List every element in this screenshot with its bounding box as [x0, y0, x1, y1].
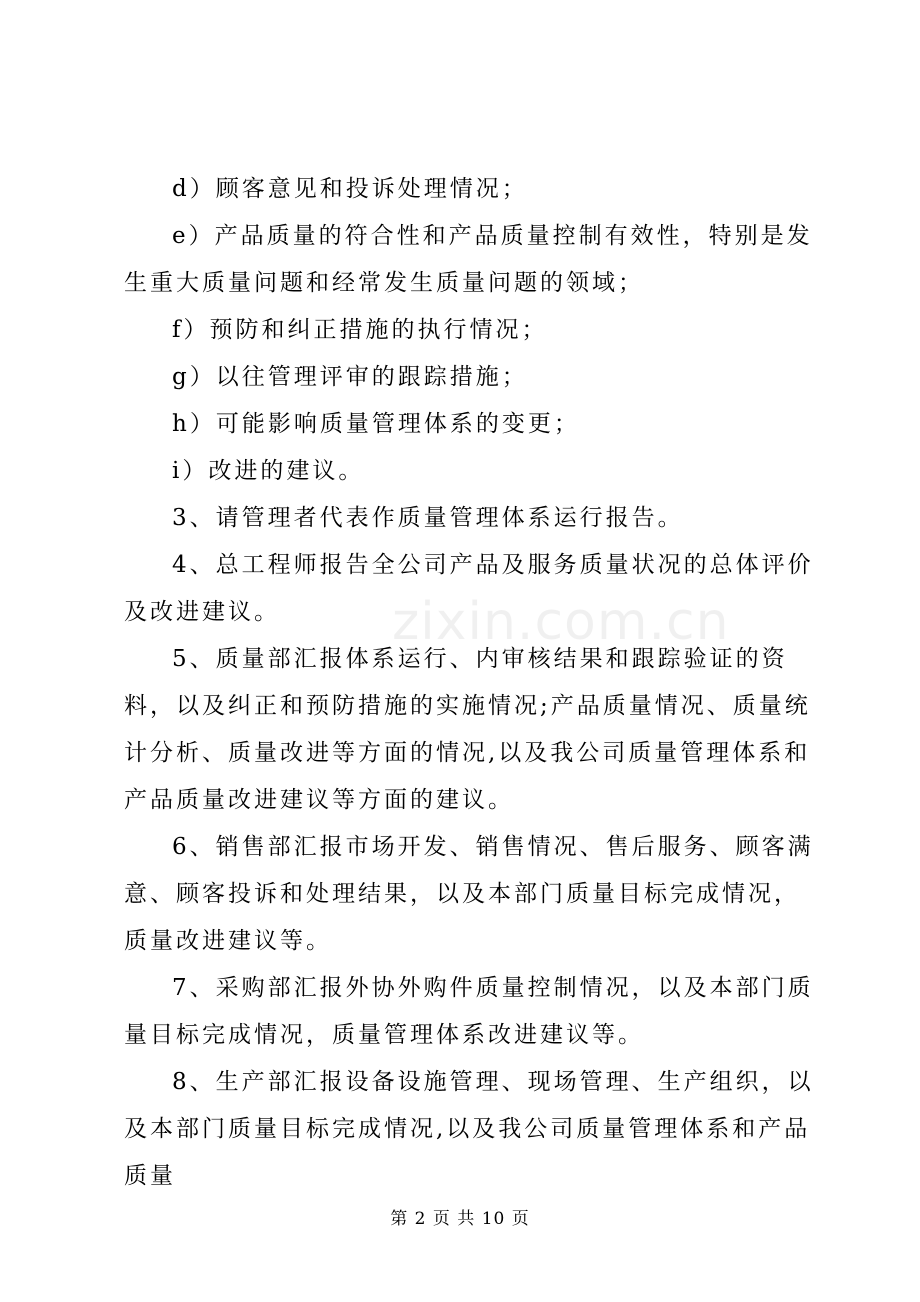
document-body: [124, 166, 814, 1200]
paragraph-item-e: e）产品质量的符合性和产品质量控制有效性，特别是发生重大质量问题和经常发生质量问题的领域；: [124, 223, 813, 296]
paragraph-item-7: 7、采购部汇报外协外购件质量控制情况，以及本部门质量目标完成情况，质量管理体系改进建议等。: [124, 975, 814, 1048]
paragraph-item-3: 3、请管理者代表作质量管理体系运行报告。: [172, 505, 684, 531]
paragraph-item-4: 4、总工程师报告全公司产品及服务质量状况的总体评价及改进建议。: [124, 552, 814, 625]
paragraph-item-8: 8、生产部汇报设备设施管理、现场管理、生产组织，以及本部门质量目标完成情况,以及我公司质量管理体系和产品质量: [124, 1069, 814, 1189]
paragraph-item-h: h）可能影响质量管理体系的变更；: [172, 411, 580, 437]
paragraph-item-g: g）以往管理评审的跟踪措施；: [172, 364, 528, 390]
paragraph-item-i: i）改进的建议。: [172, 458, 365, 484]
page-footer: 第 2 页 共 10 页: [390, 1209, 530, 1229]
watermark: zixin.com.cn: [392, 592, 730, 652]
paragraph-item-d: d）顾客意见和投诉处理情况；: [172, 176, 528, 202]
paragraph-item-f: f）预防和纠正措施的执行情况；: [172, 317, 548, 343]
paragraph-item-6: 6、销售部汇报市场开发、销售情况、售后服务、顾客满意、顾客投诉和处理结果，以及本部门质量目标完成情况，质量改进建议等。: [124, 834, 814, 954]
paragraph-item-5: 5、质量部汇报体系运行、内审核结果和跟踪验证的资料，以及纠正和预防措施的实施情况;产品质量情况、质量统计分析、质量改进等方面的情况,以及我公司质量管理体系和产品质量改进建议等方面的建议。: [124, 646, 811, 813]
